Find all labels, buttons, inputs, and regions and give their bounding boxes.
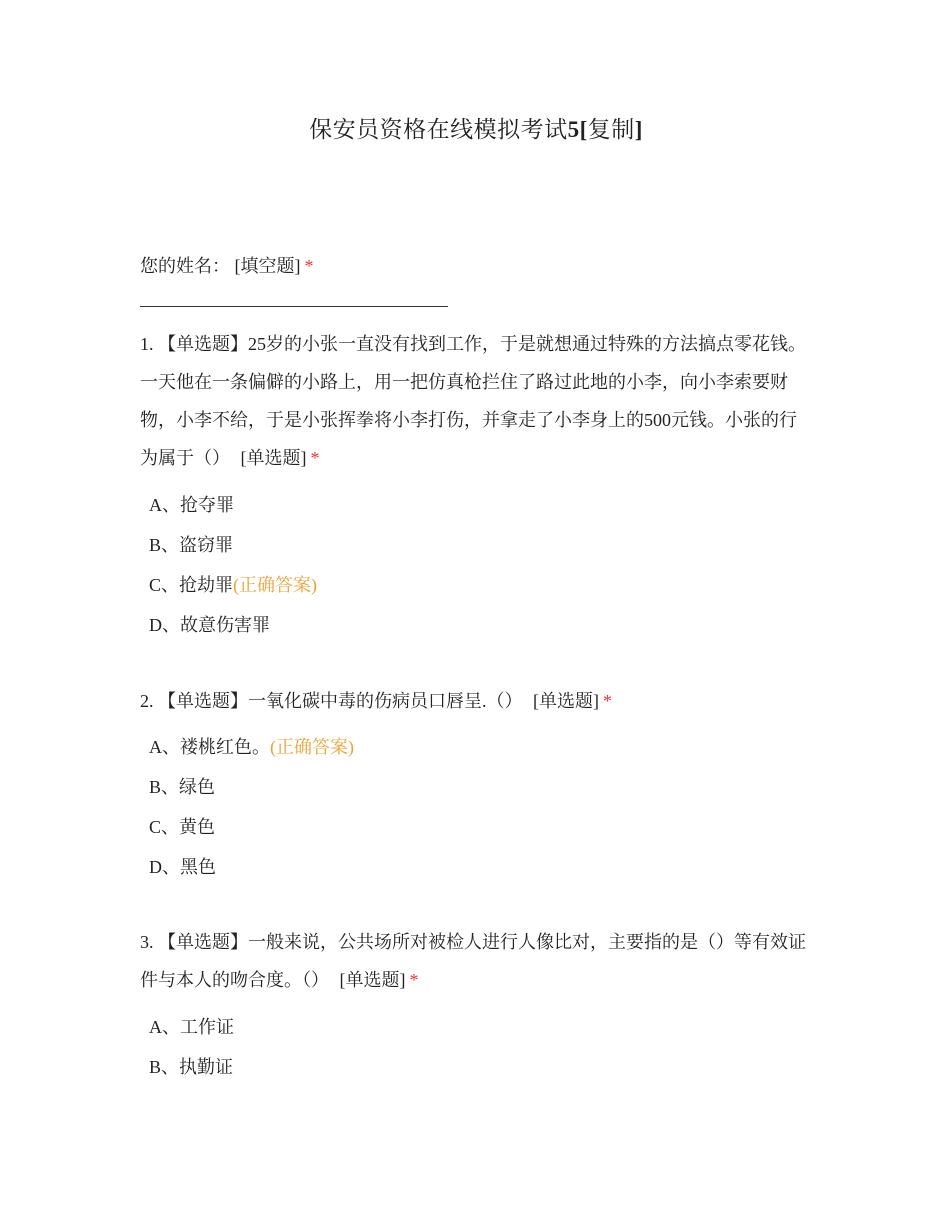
question-number: 1. [140, 334, 154, 354]
page-title [140, 111, 812, 144]
option-b[interactable] [149, 1047, 234, 1087]
question-3-stem [140, 923, 812, 999]
name-label: 您的姓名： [140, 256, 230, 276]
question-type-tag: [单选题] [339, 970, 406, 990]
option-a[interactable] [149, 727, 354, 767]
required-mark: * [310, 448, 320, 468]
option-label: B、执勤证 [149, 1057, 234, 1077]
correct-answer-mark: (正确答案) [270, 737, 354, 757]
question-1-options [149, 485, 317, 645]
option-label: C、黄色 [149, 817, 216, 837]
option-c[interactable] [149, 565, 317, 605]
option-d[interactable] [149, 605, 317, 645]
question-type-tag: [单选题] [240, 448, 307, 468]
required-mark: * [603, 691, 612, 711]
required-mark: * [304, 256, 314, 276]
title-suffix: 复制 [587, 117, 635, 142]
option-c[interactable] [149, 807, 354, 847]
option-label: B、盗窃罪 [149, 535, 234, 555]
question-type-tag: [单选题] [533, 691, 599, 711]
title-version: 5[ [567, 117, 588, 142]
required-mark: * [409, 970, 419, 990]
question-2-options [149, 727, 354, 887]
question-text: 【单选题】一般来说，公共场所对被检人进行人像比对，主要指的是（）等有效证件与本人的吻合度。（） [140, 932, 806, 990]
option-b[interactable] [149, 767, 354, 807]
name-type-tag: [填空题] [234, 256, 301, 276]
option-a[interactable] [149, 1007, 234, 1047]
option-label: A、工作证 [149, 1017, 234, 1037]
option-label: B、绿色 [149, 777, 216, 797]
option-label: C、抢劫罪 [149, 575, 234, 595]
title-text: 保安员资格在线模拟考试 [309, 117, 568, 142]
name-input-line[interactable] [140, 306, 448, 307]
correct-answer-mark: (正确答案) [233, 575, 318, 595]
question-3-options [149, 1007, 234, 1087]
option-label: D、故意伤害罪 [149, 615, 270, 635]
option-label: A、褛桃红色。 [149, 737, 270, 757]
option-a[interactable] [149, 485, 317, 525]
option-label: D、黑色 [149, 857, 216, 877]
option-b[interactable] [149, 525, 317, 565]
question-text: 【单选题】25岁的小张一直没有找到工作，于是就想通过特殊的方法搞点零花钱。一天他在一条偏僻的小路上，用一把仿真枪拦住了路过此地的小李，向小李索要财物，小李不给，于是小张挥拳将小李打伤，并拿走了小李身上的500元钱。小张的行为属于（） [140, 334, 806, 468]
title-close-bracket: ] [634, 117, 643, 142]
question-1-stem [140, 325, 812, 477]
name-question [140, 252, 314, 278]
question-number: 2. [140, 691, 154, 711]
question-text: 【单选题】一氧化碳中毒的伤病员口唇呈.（） [158, 691, 523, 711]
question-2-stem [140, 682, 812, 720]
question-number: 3. [140, 932, 154, 952]
option-d[interactable] [149, 847, 354, 887]
option-label: A、抢夺罪 [149, 495, 234, 515]
